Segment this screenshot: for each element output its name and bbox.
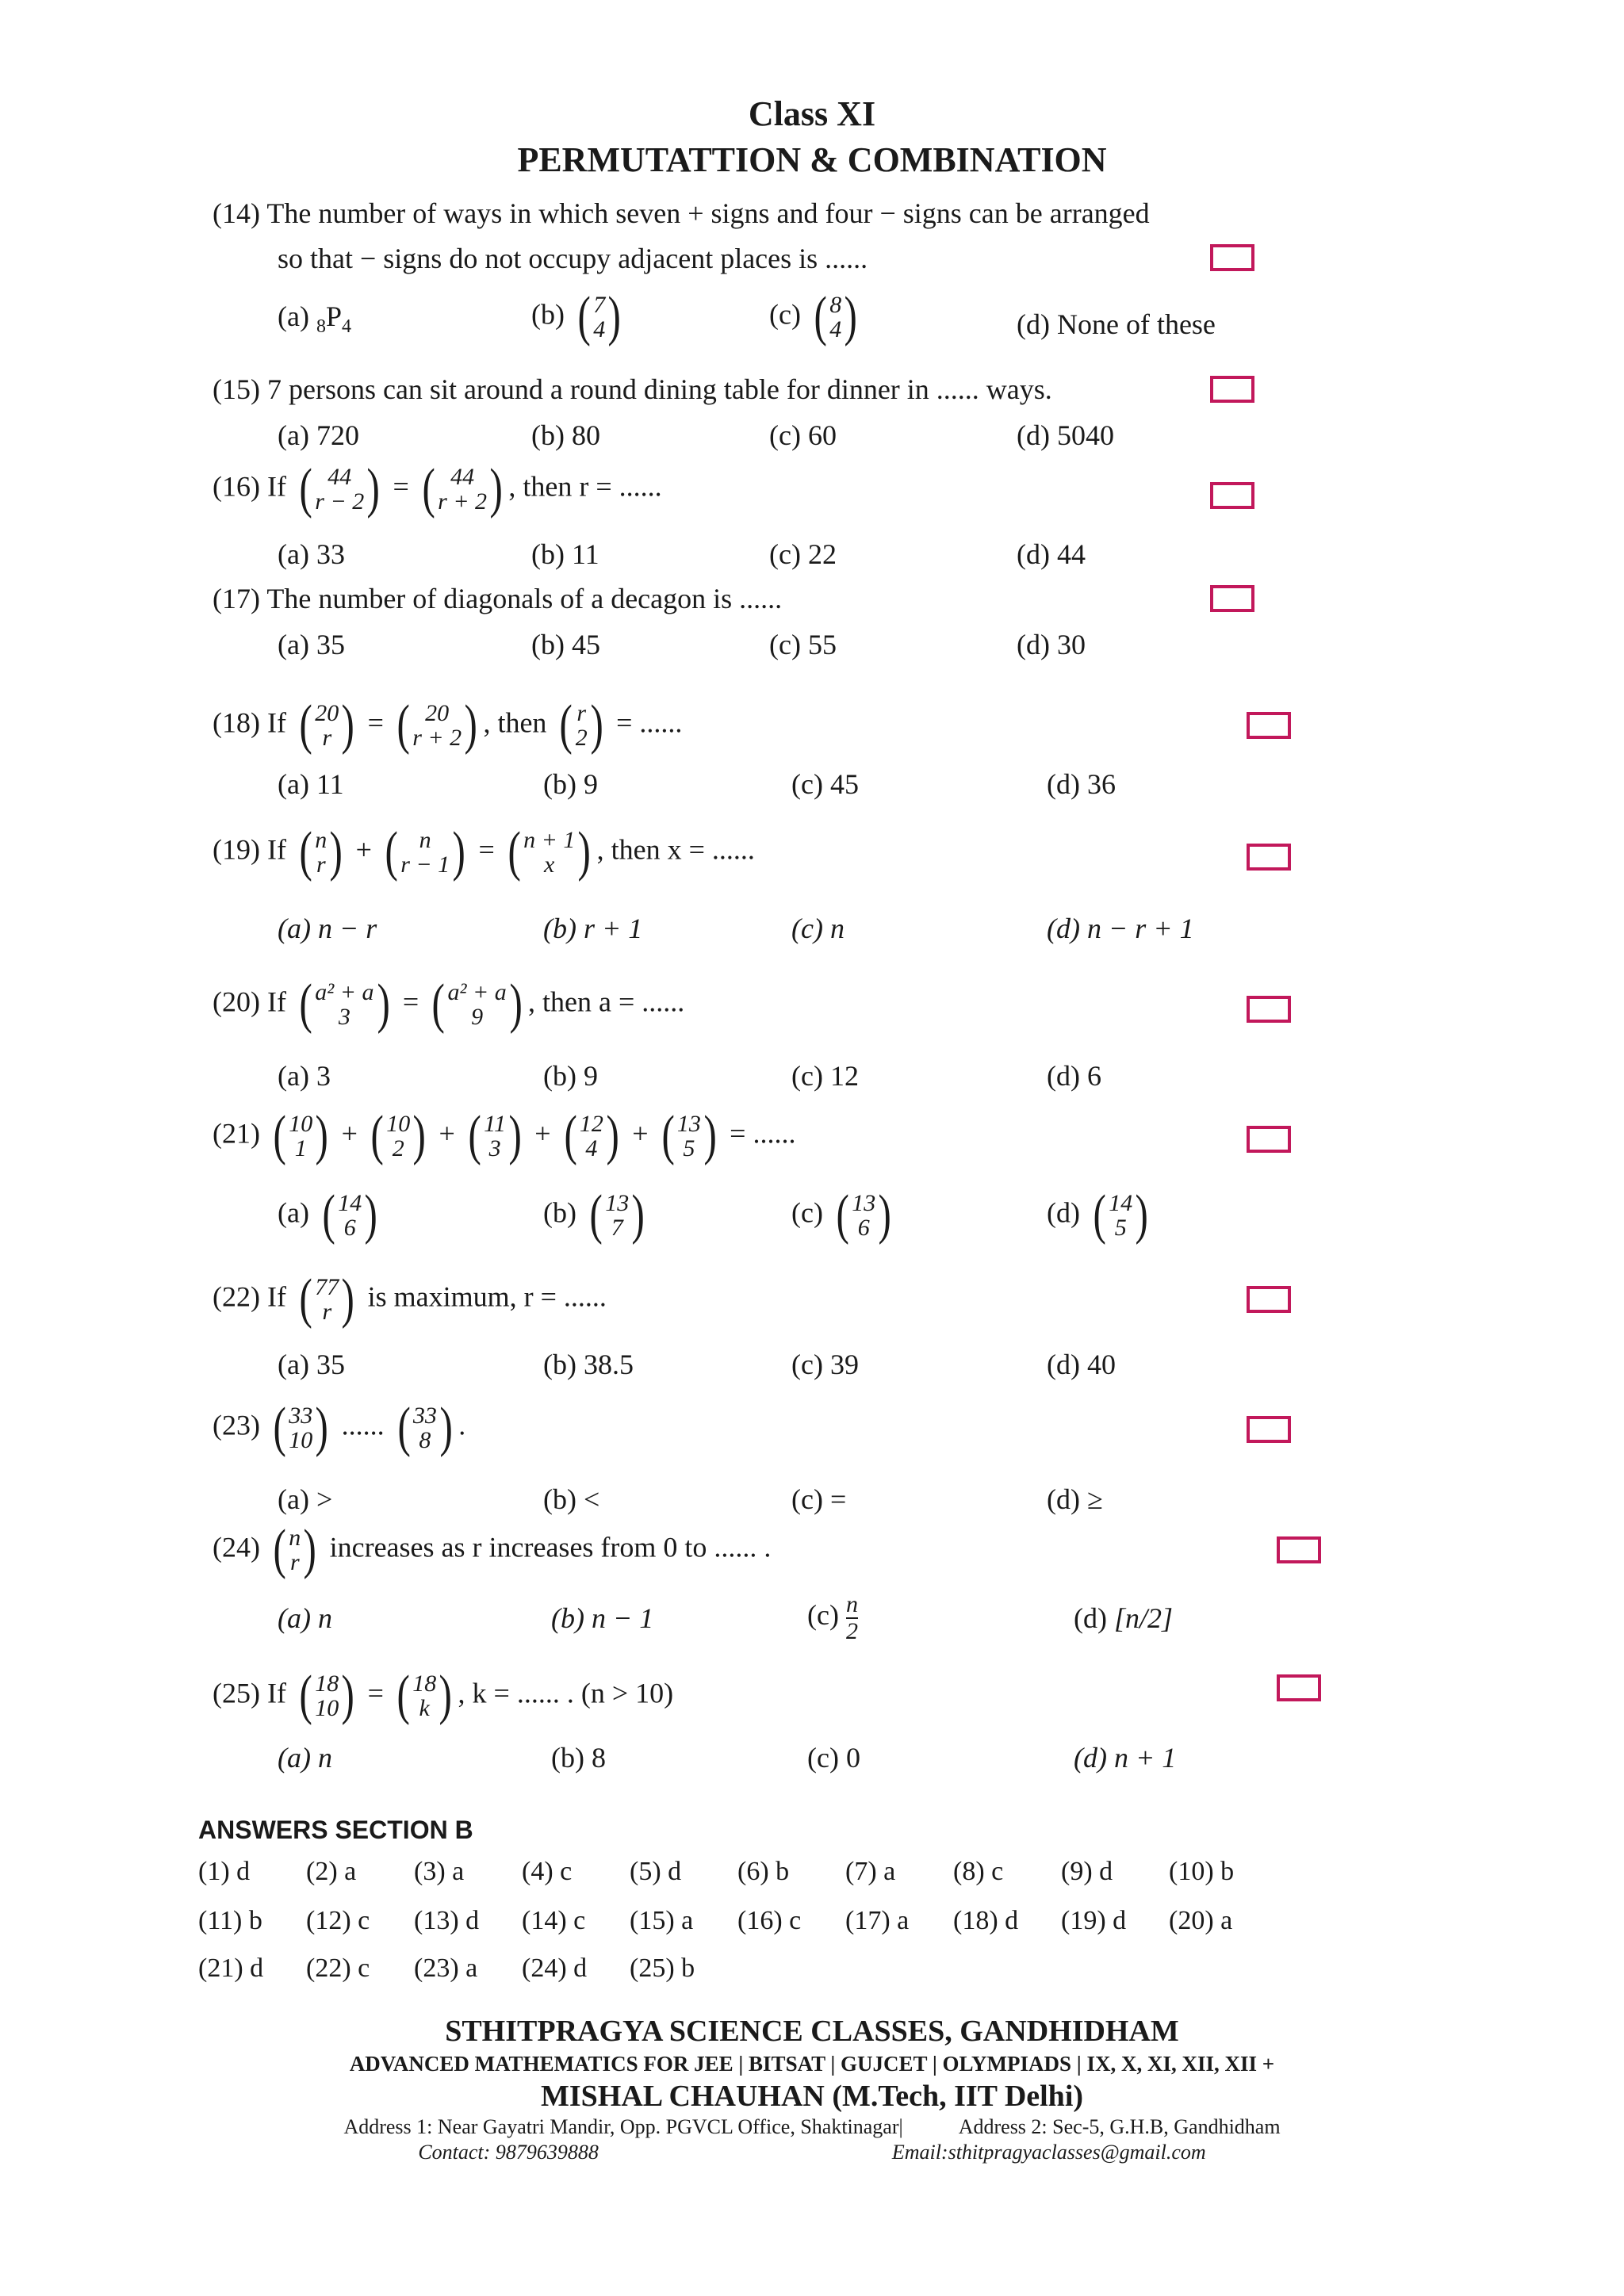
answer-box-20[interactable] xyxy=(1247,996,1291,1023)
question-20: (20) If ( a² + a 3 ) = ( a² + a 9 ) , then a = ...... xyxy=(213,974,685,1035)
question-25: (25) If ( 18 10 ) = ( 18 k ) , k = ...... . (n > 10) xyxy=(213,1665,674,1726)
address-line: Address 1: Near Gayatri Mandir, Opp. PGVCL Office, Shaktinagar| Address 2: Sec-5, G.H.B, Gandhidham xyxy=(343,2115,1281,2138)
answer-box-23[interactable] xyxy=(1247,1416,1291,1443)
option-b: (b) 38.5 xyxy=(543,1349,634,1380)
answer-box-17[interactable] xyxy=(1210,585,1254,612)
answers-row-1: (1) d (2) a (3) a (4) c (5) d (6) b (7) a (8) c (9) d (10) b xyxy=(198,1857,1235,1886)
option-c: (c) 45 xyxy=(791,768,859,800)
option-a: (a) n − r xyxy=(278,913,377,944)
option-c: (c) 60 xyxy=(769,419,837,451)
option-b: (b) n − 1 xyxy=(551,1602,654,1634)
option-d: (d) None of these xyxy=(1017,308,1216,340)
answers-row-3: (21) d (22) c (23) a (24) d (25) b xyxy=(198,1954,695,1983)
option-c: (c) 0 xyxy=(807,1742,860,1774)
option-c: (c) n xyxy=(791,913,845,944)
option-d: (d) n + 1 xyxy=(1074,1742,1177,1774)
option-d: (d) 36 xyxy=(1047,768,1116,800)
answer-box-15[interactable] xyxy=(1210,376,1254,403)
option-b: (b) 11 xyxy=(531,538,599,570)
answer-box-25[interactable] xyxy=(1277,1674,1321,1701)
answer-box-16[interactable] xyxy=(1210,482,1254,509)
option-c: (c) ( 8 4 ) xyxy=(769,286,858,347)
option-d: (d) 40 xyxy=(1047,1349,1116,1380)
answer-box-14[interactable] xyxy=(1210,244,1254,271)
option-c: (c) 39 xyxy=(791,1349,859,1380)
option-c: (c) 12 xyxy=(791,1060,859,1092)
question-14: (14) The number of ways in which seven + signs and four − signs can be arranged xyxy=(213,197,1150,229)
tagline: ADVANCED MATHEMATICS FOR JEE | BITSAT | GUJCET | OLYMPIADS | IX, X, XI, XII, XII + xyxy=(349,2052,1275,2076)
option-b: (b) ( 13 7 ) xyxy=(543,1184,645,1246)
option-d: (d) 44 xyxy=(1017,538,1086,570)
question-24: (24) ( n r ) increases as r increases from 0 to ...... . xyxy=(213,1519,772,1580)
question-14-cont: so that − signs do not occupy adjacent places is ...... xyxy=(278,243,868,274)
answer-box-24[interactable] xyxy=(1277,1536,1321,1563)
option-a: (a) 35 xyxy=(278,629,345,660)
option-b: (b) r + 1 xyxy=(543,913,643,944)
question-21: (21) ( 10 1 ) + ( 10 2 ) + ( 11 3 ) + ( 12 4 ) + ( 13 5 ) = ...... xyxy=(213,1105,796,1166)
option-d: (d) ( 14 5 ) xyxy=(1047,1184,1149,1246)
teacher-name: MISHAL CHAUHAN (M.Tech, IIT Delhi) xyxy=(540,2080,1084,2113)
option-c: (c) 55 xyxy=(769,629,837,660)
answer-box-19[interactable] xyxy=(1247,844,1291,871)
option-a: (a) 11 xyxy=(278,768,344,800)
answer-box-18[interactable] xyxy=(1247,712,1291,739)
option-b: (b) 80 xyxy=(531,419,600,451)
page-title: PERMUTATTION & COMBINATION xyxy=(517,140,1107,179)
option-a: (a) 33 xyxy=(278,538,345,570)
option-b: (b) < xyxy=(543,1483,600,1515)
option-c: (c) = xyxy=(791,1483,847,1515)
option-b: (b) 9 xyxy=(543,768,598,800)
option-c: (c) ( 13 6 ) xyxy=(791,1184,892,1246)
option-c: (c) 22 xyxy=(769,538,837,570)
option-b: (b) ( 7 4 ) xyxy=(531,286,622,347)
question-17: (17) The number of diagonals of a decagon is ...... xyxy=(213,583,783,614)
question-22: (22) If ( 77 r ) is maximum, r = ...... xyxy=(213,1269,607,1330)
option-a: (a) 720 xyxy=(278,419,359,451)
option-d: (d) 30 xyxy=(1017,629,1086,660)
option-c: (c) $\frac{n}{2}$ xyxy=(807,1591,858,1644)
page-class: Class XI xyxy=(748,94,876,133)
option-d: (d) ≥ xyxy=(1047,1483,1103,1515)
option-b: (b) 45 xyxy=(531,629,600,660)
option-a: (a) $_8P_4$ xyxy=(278,300,351,337)
answer-box-21[interactable] xyxy=(1247,1126,1291,1153)
option-d: (d) 5040 xyxy=(1017,419,1114,451)
question-23: (23) ( 33 10 ) ...... ( 33 8 ) . xyxy=(213,1397,466,1458)
answer-box-22[interactable] xyxy=(1247,1286,1291,1313)
institute-name: STHITPRAGYA SCIENCE CLASSES, GANDHIDHAM xyxy=(445,2015,1179,2048)
option-a: (a) 3 xyxy=(278,1060,331,1092)
option-a: (a) > xyxy=(278,1483,333,1515)
question-15: (15) 7 persons can sit around a round dining table for dinner in ...... ways. xyxy=(213,373,1052,405)
question-16: (16) If ( 44 r − 2 ) = ( 44 r + 2 ) , then r = ...... xyxy=(213,458,662,519)
option-a: (a) n xyxy=(278,1742,332,1774)
question-19: (19) If ( n r ) + ( n r − 1 ) = ( n + 1 x ) , then x = ...... xyxy=(213,821,755,882)
option-d: (d) [n/2] xyxy=(1074,1602,1174,1634)
option-d: (d) n − r + 1 xyxy=(1047,913,1194,944)
option-b: (b) 9 xyxy=(543,1060,598,1092)
contact-line: Contact: 9879639888 Email:sthitpragyaclasses@gmail.com xyxy=(418,2141,1206,2164)
option-a: (a) n xyxy=(278,1602,332,1634)
option-a: (a) ( 14 6 ) xyxy=(278,1184,378,1246)
option-d: (d) 6 xyxy=(1047,1060,1101,1092)
option-a: (a) 35 xyxy=(278,1349,345,1380)
answers-title: ANSWERS SECTION B xyxy=(198,1816,473,1844)
option-b: (b) 8 xyxy=(551,1742,606,1774)
answers-row-2: (11) b (12) c (13) d (14) c (15) a (16) c (17) a (18) d (19) d (20) a xyxy=(198,1906,1233,1935)
question-18: (18) If ( 20 r ) = ( 20 r + 2 ) , then ( r 2 ) = ...... xyxy=(213,695,683,756)
